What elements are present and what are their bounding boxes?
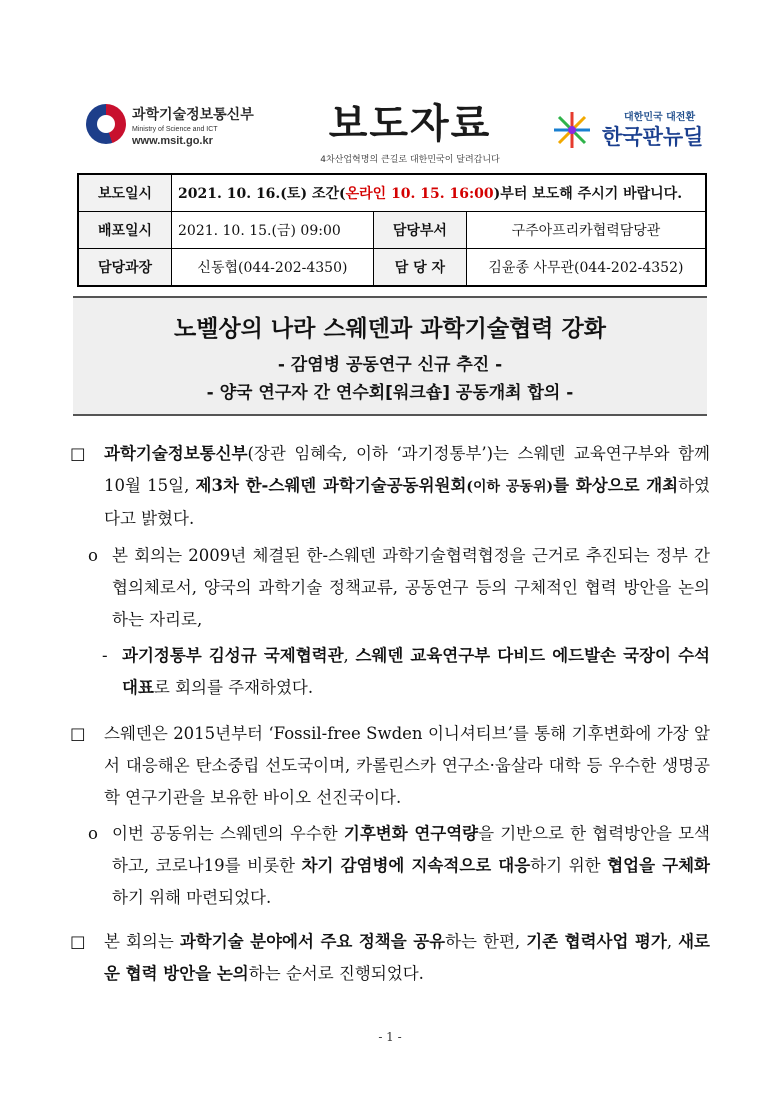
circle-bullet-icon: ο [88, 546, 98, 565]
text-span: , [666, 932, 679, 951]
text-span: 을 기반으로 한 협력방안을 모색하고, 코로나19를 비롯한 [112, 824, 710, 875]
text-span: 과학기술 분야에서 주요 정책을 공유 [179, 932, 446, 951]
text-span: 하였다고 밝혔다. [104, 476, 710, 528]
distribution-value: 2021. 10. 15.(금) 09:00 [172, 212, 374, 249]
text-span: 하기 위한 [530, 856, 608, 875]
text-span: 이번 공동위는 스웨덴의 우수한 [112, 824, 344, 843]
headline: 노벨상의 나라 스웨덴과 과학기술협력 강화 [174, 316, 606, 342]
release-row [78, 174, 706, 212]
release-info-table [77, 173, 707, 287]
text-span: 스웨덴 교육연구부 다비드 에드발손 국장이 수석대표 [122, 646, 710, 697]
paragraph-1 [70, 438, 710, 535]
circle-bullet-icon: ο [88, 824, 98, 843]
release-date: 2021. 10. 16.(토) 조간( [178, 186, 346, 202]
text-span: 과기정통부 김성규 국제협력관 [122, 646, 344, 665]
government-emblem-icon [86, 104, 126, 144]
paragraph-4 [70, 718, 710, 814]
new-deal-name: 한국판뉴딜 [602, 125, 704, 149]
distribution-label: 배포일시 [78, 212, 172, 249]
press-release-slogan: 4차산업혁명의 큰길로 대한민국이 달려갑니다 [320, 155, 500, 165]
release-note: )부터 보도해 주시기 바랍니다. [493, 186, 683, 202]
text-span: 를 화상으로 개최 [553, 476, 679, 495]
ministry-english-name: Ministry of Science and ICT [132, 126, 218, 133]
paragraph-2-text: 본 회의는 2009년 체결된 한-스웨덴 과학기술협력협정을 근거로 추진되는 정부 간 협의체로서, 양국의 과학기술 정책교류, 공동연구 등의 구체적인 협력 방안을 논의하는 자리로, [112, 546, 710, 629]
release-label: 보도일시 [78, 174, 172, 212]
contact-value: 김윤종 사무관(044-202-4352) [466, 249, 706, 287]
square-bullet-icon: □ [70, 724, 86, 743]
paragraph-3 [102, 640, 710, 704]
text-span: (장관 임혜숙, 이하 ‘과기정통부’)는 스웨덴 교육연구부와 함께 10월 15일, [104, 444, 710, 495]
department-value: 구주아프리카협력담당관 [466, 212, 706, 249]
square-bullet-icon: □ [70, 444, 86, 463]
headline-box [73, 296, 707, 416]
text-span: 새로운 협력 방안을 논의 [104, 932, 710, 983]
contact-row [78, 249, 706, 287]
square-bullet-icon: □ [70, 932, 86, 951]
department-label: 담당부서 [373, 212, 466, 249]
text-span: (이하 공동위) [466, 479, 554, 495]
text-span: , [343, 646, 356, 665]
paragraph-4-text: 스웨덴은 2015년부터 ‘Fossil-free Swden 이니셔티브’를 통해 기후변화에 가장 앞서 대응해온 탄소중립 선도국이며, 카롤린스카 연구소·웁살라 대학 등 우수한 생명공학 연구기관을 보유한 바이오 선진국이다. [104, 724, 710, 807]
text-span: 하는 순서로 진행되었다. [248, 964, 424, 983]
paragraph-5 [88, 818, 710, 914]
new-deal-tagline: 대한민국 대전환 [624, 112, 696, 123]
text-span: 기존 협력사업 평가 [526, 932, 667, 951]
release-online-time: 온라인 10. 15. 16:00 [345, 186, 494, 202]
dash-bullet-icon: - [102, 646, 108, 665]
paragraph-6 [70, 926, 710, 990]
manager-value: 신동협(044-202-4350) [172, 249, 374, 287]
korean-new-deal-logo [552, 108, 712, 154]
manager-label: 담당과장 [78, 249, 172, 287]
distribution-row [78, 212, 706, 249]
text-span: 기후변화 연구역량 [343, 824, 479, 843]
ministry-logo [86, 104, 266, 154]
text-span: 본 회의는 [104, 932, 180, 951]
paragraph-2 [88, 540, 710, 636]
subheadline-1: - 감염병 공동연구 신규 추진 - [277, 355, 503, 375]
text-span: 차기 감염병에 지속적으로 대응 [301, 856, 531, 875]
subheadline-2: - 양국 연구자 간 연수회[워크숍] 공동개최 합의 - [206, 383, 574, 403]
text-span: 하는 한편, [445, 932, 527, 951]
release-value [172, 174, 707, 212]
text-span: 하기 위해 마련되었다. [112, 888, 272, 907]
text-span: 로 회의를 주재하였다. [153, 678, 314, 697]
text-span: 협업을 구체화 [607, 856, 710, 875]
ministry-url: www.msit.go.kr [132, 135, 213, 147]
contact-label: 담 당 자 [373, 249, 466, 287]
new-deal-mark-icon [552, 110, 592, 150]
ministry-name: 과학기술정보통신부 [132, 107, 254, 123]
press-release-title: 보도자료 [328, 101, 492, 147]
text-span: 제3차 한-스웨덴 과학기술공동위원회 [195, 476, 467, 495]
page-number: - 1 - [378, 1030, 402, 1044]
text-span: 과학기술정보통신부 [104, 444, 248, 463]
